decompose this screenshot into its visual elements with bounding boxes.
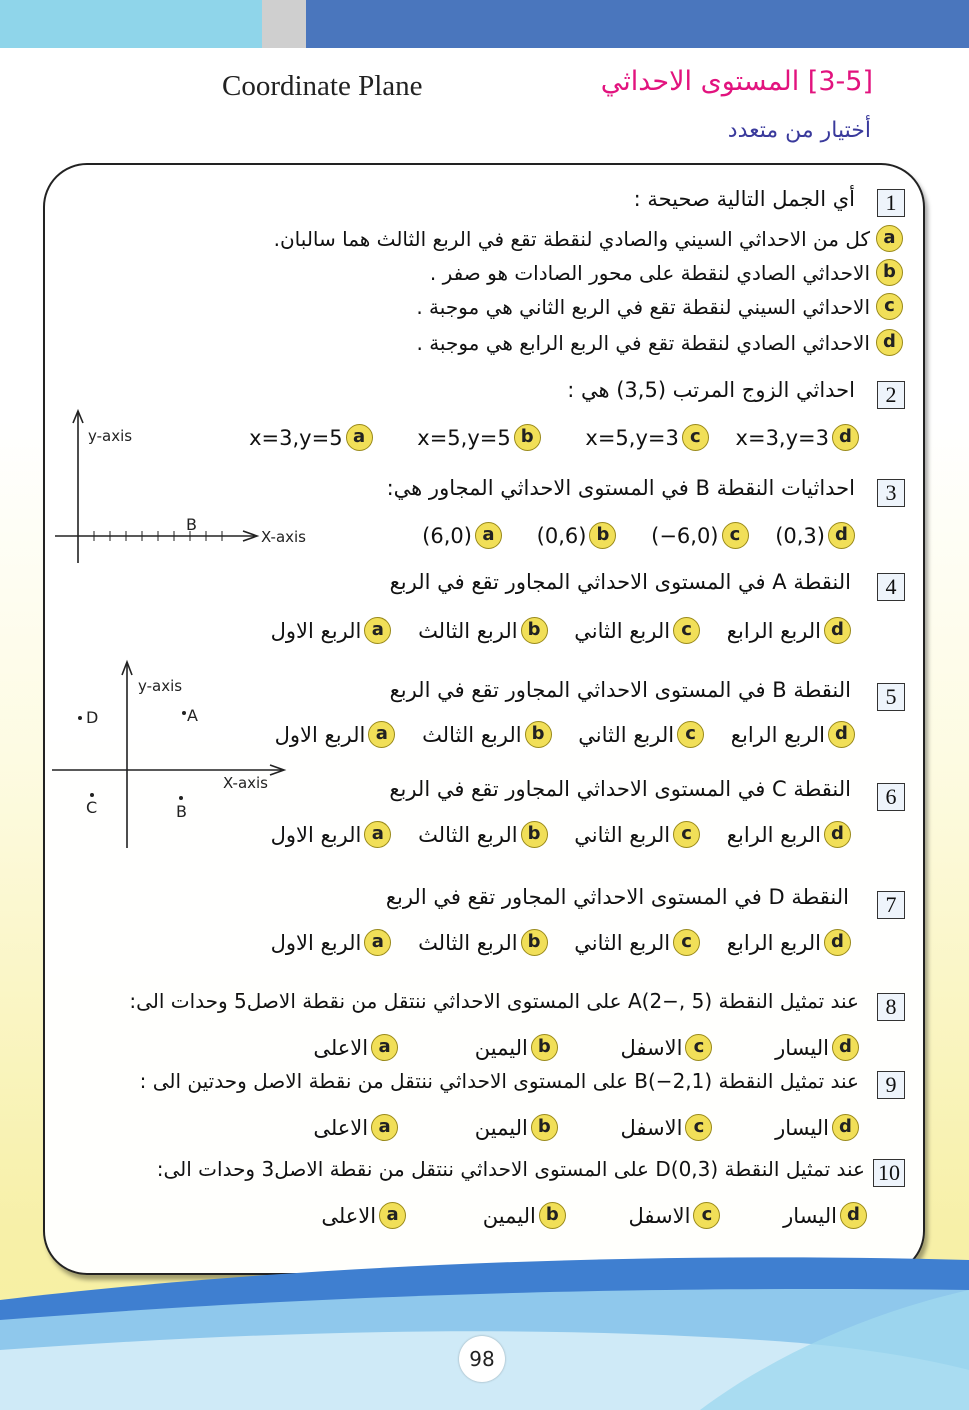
option-badge: b bbox=[531, 1034, 558, 1061]
question-text: النقطة B في المستوى الاحداثي المجاور تقع في الربع bbox=[389, 678, 851, 702]
option-text: x=3,y=5 bbox=[249, 425, 343, 450]
bottom-wave-decoration bbox=[0, 1230, 969, 1410]
option-text: الاعلى bbox=[321, 1203, 377, 1228]
option-c[interactable] bbox=[574, 821, 700, 848]
point-label-a: A bbox=[187, 706, 198, 725]
option-c[interactable] bbox=[574, 929, 700, 956]
options-row bbox=[255, 720, 855, 748]
y-axis-label: y-axis bbox=[138, 677, 183, 695]
option-text: الربع الثالث bbox=[422, 722, 522, 747]
question-text: عند تمثيل النقطة B(−2,1) على المستوى الاحداثي ننتقل من نقطة الاصل وحدتين الى : bbox=[139, 1069, 859, 1093]
option-badge: a bbox=[368, 721, 395, 748]
question-text: أي الجمل التالية صحيحة : bbox=[633, 187, 855, 211]
question-text: عند تمثيل النقطة A(2−, 5) على المستوى الاحداثي ننتقل من نقطة الاصل5 وحدات الى: bbox=[129, 989, 859, 1013]
options-row bbox=[293, 1113, 859, 1141]
option-d[interactable] bbox=[775, 1114, 859, 1141]
point-label-b: B bbox=[186, 515, 197, 534]
option-badge: c bbox=[685, 1034, 712, 1061]
option-b[interactable] bbox=[483, 1202, 566, 1229]
question-text: احداثي الزوج المرتب (3,5) هي : bbox=[567, 378, 855, 402]
option-text: الربع الرابع bbox=[730, 722, 825, 747]
option-text: كل من الاحداثي السيني والصادي لنقطة تقع في الربع الثالث هما سالبان. bbox=[273, 226, 870, 251]
options-row bbox=[293, 1033, 859, 1061]
option-b[interactable] bbox=[418, 929, 548, 956]
option-badge: b bbox=[514, 424, 541, 451]
question-number: 6 bbox=[877, 783, 905, 811]
option-badge: a bbox=[364, 821, 391, 848]
option-badge: c bbox=[876, 293, 903, 320]
question-number: 8 bbox=[877, 993, 905, 1021]
option-d[interactable] bbox=[783, 1202, 867, 1229]
x-axis-label: X-axis bbox=[261, 528, 306, 546]
option-row[interactable] bbox=[430, 259, 903, 286]
option-a[interactable] bbox=[271, 929, 392, 956]
option-text: (0,6) bbox=[536, 523, 587, 548]
question-number: 10 bbox=[873, 1159, 905, 1187]
option-badge: c bbox=[722, 522, 749, 549]
option-c[interactable] bbox=[621, 1114, 713, 1141]
option-badge: b bbox=[521, 929, 548, 956]
page-title-arabic: [3-5] المستوى الاحداثي bbox=[600, 66, 873, 97]
options-row bbox=[251, 820, 851, 848]
question-number: 7 bbox=[877, 891, 905, 919]
option-text: x=5,y=3 bbox=[585, 425, 679, 450]
option-text: الاسفل bbox=[620, 1035, 683, 1060]
top-color-bar bbox=[0, 0, 969, 48]
option-badge: d bbox=[824, 617, 851, 644]
option-text: الربع الثالث bbox=[418, 822, 518, 847]
options-row bbox=[251, 928, 851, 956]
option-badge: d bbox=[840, 1202, 867, 1229]
option-row[interactable] bbox=[416, 329, 903, 356]
question-number: 5 bbox=[877, 683, 905, 711]
option-text: الربع الاول bbox=[270, 618, 362, 643]
section-subtitle: أختيار من متعدد bbox=[727, 118, 871, 143]
option-text: x=5,y=5 bbox=[417, 425, 511, 450]
option-text: اليمين bbox=[474, 1035, 528, 1060]
y-axis-label: y-axis bbox=[88, 427, 133, 445]
option-c[interactable] bbox=[574, 617, 700, 644]
option-badge: c bbox=[673, 617, 700, 644]
option-text: الاسفل bbox=[620, 1115, 683, 1140]
option-badge: d bbox=[828, 522, 855, 549]
option-text: الاحداثي الصادي لنقطة على محور الصادات هو صفر . bbox=[429, 260, 870, 285]
page-number: 98 bbox=[459, 1336, 505, 1382]
option-text: x=3,y=3 bbox=[735, 425, 829, 450]
option-text: الربع الثاني bbox=[574, 822, 671, 847]
option-badge: d bbox=[824, 929, 851, 956]
option-badge: c bbox=[693, 1202, 720, 1229]
option-text: اليسار bbox=[775, 1115, 829, 1140]
option-a[interactable] bbox=[321, 1202, 406, 1229]
option-badge: b bbox=[589, 522, 616, 549]
option-c[interactable] bbox=[585, 424, 708, 451]
option-text: الربع الثاني bbox=[578, 722, 675, 747]
option-badge: a bbox=[364, 617, 391, 644]
point-b-dot bbox=[179, 796, 183, 800]
option-b[interactable] bbox=[537, 522, 617, 549]
option-text: الربع الثالث bbox=[418, 618, 518, 643]
option-text: الربع الثاني bbox=[574, 930, 671, 955]
option-d[interactable] bbox=[736, 424, 859, 451]
option-text: الربع الثاني bbox=[574, 618, 671, 643]
option-text: الاحداثي الصادي لنقطة تقع في الربع الرابع هي موجبة . bbox=[416, 330, 870, 355]
option-badge: c bbox=[677, 721, 704, 748]
option-badge: c bbox=[673, 821, 700, 848]
option-badge: a bbox=[346, 424, 373, 451]
option-badge: c bbox=[685, 1114, 712, 1141]
option-badge: c bbox=[673, 929, 700, 956]
option-row[interactable] bbox=[274, 225, 903, 252]
top-bar-cyan bbox=[0, 0, 262, 48]
point-label-c: C bbox=[86, 798, 98, 817]
option-badge: b bbox=[521, 617, 548, 644]
option-c[interactable] bbox=[651, 522, 748, 549]
option-text: الاسفل bbox=[628, 1203, 691, 1228]
option-badge: b bbox=[521, 821, 548, 848]
option-badge: a bbox=[364, 929, 391, 956]
point-label-d: D bbox=[86, 708, 99, 727]
option-badge: a bbox=[379, 1202, 406, 1229]
question-text: احداثيات النقطة B في المستوى الاحداثي المجاور هي: bbox=[386, 476, 855, 500]
option-badge: b bbox=[525, 721, 552, 748]
option-badge: a bbox=[876, 225, 903, 252]
option-badge: d bbox=[828, 721, 855, 748]
option-row[interactable] bbox=[416, 293, 903, 320]
option-b[interactable] bbox=[475, 1034, 558, 1061]
option-b[interactable] bbox=[418, 821, 548, 848]
question-number: 4 bbox=[877, 573, 905, 601]
option-d[interactable] bbox=[727, 617, 851, 644]
option-c[interactable] bbox=[578, 721, 704, 748]
options-row bbox=[301, 1201, 867, 1229]
point-label-b: B bbox=[176, 802, 187, 821]
point-c-dot bbox=[90, 793, 94, 797]
option-text: الربع الاول bbox=[270, 822, 362, 847]
option-badge: d bbox=[876, 329, 903, 356]
option-d[interactable] bbox=[775, 1034, 859, 1061]
option-b[interactable] bbox=[418, 617, 548, 644]
option-text: اليسار bbox=[783, 1203, 837, 1228]
coordinate-graph-b bbox=[50, 405, 320, 570]
options-row bbox=[251, 616, 851, 644]
top-bar-gray bbox=[262, 0, 306, 48]
option-text: الاعلى bbox=[313, 1115, 369, 1140]
option-badge: d bbox=[832, 1034, 859, 1061]
options-row bbox=[394, 521, 855, 549]
option-text: الاحداثي السيني لنقطة تقع في الربع الثاني هي موجبة . bbox=[416, 294, 870, 319]
coordinate-graph-abcd bbox=[50, 655, 300, 855]
option-badge: d bbox=[832, 424, 859, 451]
question-number: 9 bbox=[877, 1071, 905, 1099]
option-badge: d bbox=[824, 821, 851, 848]
option-text: (6,0) bbox=[422, 523, 472, 548]
option-text: الاعلى bbox=[313, 1035, 369, 1060]
option-badge: b bbox=[539, 1202, 566, 1229]
option-text: الربع الرابع bbox=[726, 618, 821, 643]
option-text: الربع الرابع bbox=[726, 930, 821, 955]
option-b[interactable] bbox=[417, 424, 540, 451]
x-axis-label: X-axis bbox=[223, 774, 268, 792]
option-badge: a bbox=[371, 1034, 398, 1061]
option-d[interactable] bbox=[727, 929, 851, 956]
option-a[interactable] bbox=[422, 522, 502, 549]
question-text: النقطة A في المستوى الاحداثي المجاور تقع في الربع bbox=[389, 570, 851, 594]
question-text: النقطة C في المستوى الاحداثي المجاور تقع في الربع bbox=[389, 777, 851, 801]
option-c[interactable] bbox=[629, 1202, 721, 1229]
question-number: 1 bbox=[877, 189, 905, 217]
option-a[interactable] bbox=[313, 1114, 398, 1141]
point-d-dot bbox=[78, 716, 82, 720]
question-number: 2 bbox=[877, 381, 905, 409]
option-text: اليمين bbox=[474, 1115, 528, 1140]
top-bar-blue bbox=[306, 0, 969, 48]
option-badge: c bbox=[682, 424, 709, 451]
point-a-dot bbox=[182, 711, 186, 715]
option-text: اليمين bbox=[482, 1203, 536, 1228]
option-d[interactable] bbox=[775, 522, 855, 549]
option-text: (0,3) bbox=[775, 523, 825, 548]
option-badge: a bbox=[475, 522, 502, 549]
question-number: 3 bbox=[877, 479, 905, 507]
option-text: الربع الاول bbox=[274, 722, 366, 747]
option-badge: b bbox=[531, 1114, 558, 1141]
option-b[interactable] bbox=[475, 1114, 558, 1141]
option-text: اليسار bbox=[775, 1035, 829, 1060]
option-d[interactable] bbox=[731, 721, 855, 748]
option-badge: a bbox=[371, 1114, 398, 1141]
option-c[interactable] bbox=[621, 1034, 713, 1061]
question-text: عند تمثيل النقطة D(0,3) على المستوى الاحداثي ننتقل من نقطة الاصل3 وحدات الى: bbox=[156, 1157, 865, 1181]
question-text: النقطة D في المستوى الاحداثي المجاور تقع في الربع bbox=[385, 885, 849, 909]
option-badge: b bbox=[876, 259, 903, 286]
option-text: الربع الرابع bbox=[726, 822, 821, 847]
option-text: (−6,0) bbox=[651, 523, 719, 548]
option-b[interactable] bbox=[422, 721, 552, 748]
option-text: الربع الاول bbox=[270, 930, 362, 955]
option-d[interactable] bbox=[727, 821, 851, 848]
option-text: الربع الثالث bbox=[418, 930, 518, 955]
option-badge: d bbox=[832, 1114, 859, 1141]
option-a[interactable] bbox=[313, 1034, 398, 1061]
page-title-english: Coordinate Plane bbox=[222, 70, 423, 102]
option-a[interactable] bbox=[271, 617, 392, 644]
